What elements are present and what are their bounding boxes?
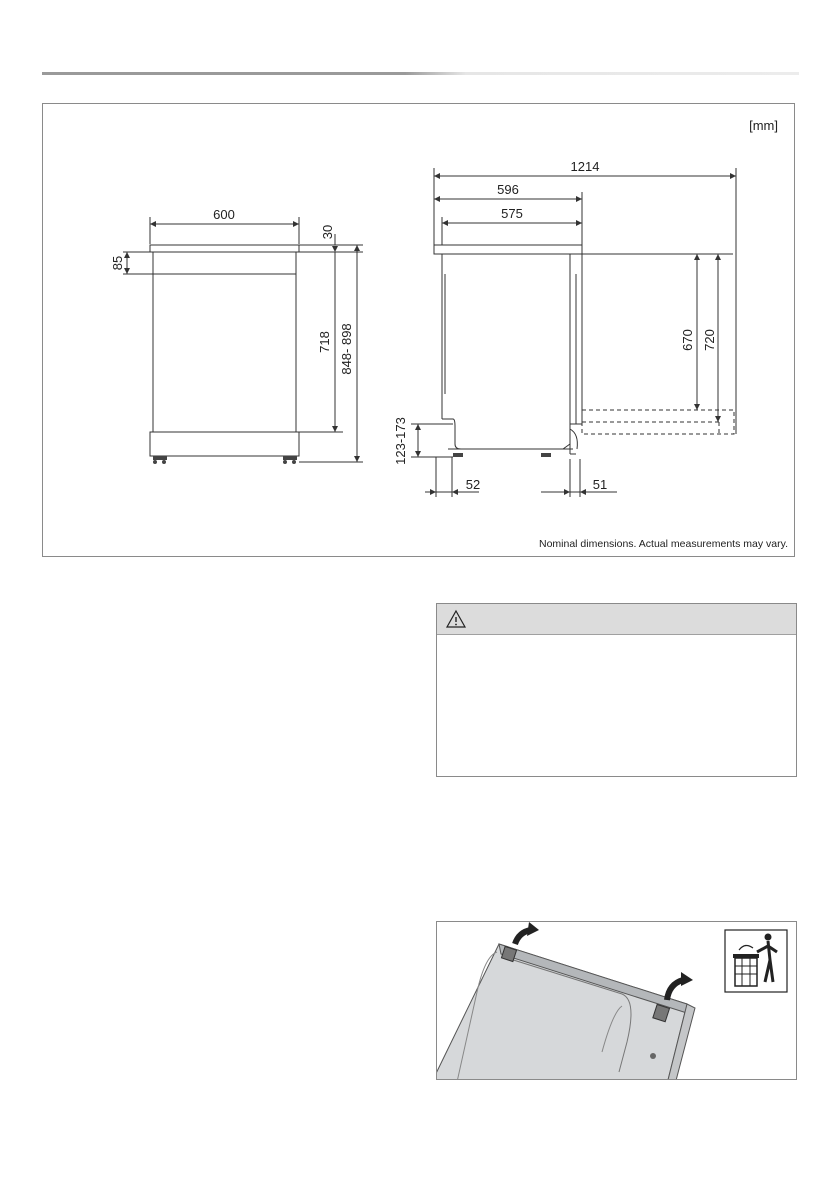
unit-label: [mm] — [749, 118, 778, 133]
header-rule — [42, 72, 799, 75]
front-feet — [153, 456, 297, 464]
lift-arrow-right — [667, 972, 693, 1000]
side-door-open — [582, 410, 734, 434]
front-control-panel — [153, 252, 296, 274]
packaging-removal-drawing — [437, 922, 797, 1080]
dim-side-depth-body: 575 — [501, 206, 523, 221]
appliance-tilted — [437, 944, 695, 1080]
side-feet — [453, 453, 551, 457]
dim-side-depth-top: 596 — [497, 182, 519, 197]
dim-side-total-depth: 1214 — [570, 159, 600, 174]
dim-side-plinth: 123-173 — [393, 417, 408, 465]
front-worktop — [150, 245, 299, 252]
dim-front-width: 600 — [213, 207, 235, 222]
dim-side-height-720: 720 — [702, 329, 717, 351]
side-worktop — [434, 245, 582, 254]
recycle-bin-icon — [725, 930, 787, 992]
nominal-dimensions-note: Nominal dimensions. Actual measurements may vary. — [539, 538, 788, 550]
dimension-drawing — [43, 104, 796, 558]
dim-front-panel-height: 85 — [110, 255, 125, 271]
dim-side-door-open-height: 670 — [680, 329, 695, 351]
warning-triangle-icon — [445, 609, 467, 629]
dim-front-top-thickness: 30 — [320, 224, 335, 240]
front-plinth — [150, 432, 299, 456]
dim-side-foot-front: 52 — [465, 477, 481, 492]
dim-front-body-height: 718 — [317, 331, 332, 353]
warning-header — [437, 604, 796, 635]
dim-front-total-height: 848- 898 — [339, 323, 354, 375]
lift-arrow-left — [515, 922, 539, 944]
dimension-diagram — [42, 103, 795, 557]
warning-box — [436, 603, 797, 777]
disposal-illustration — [436, 921, 797, 1080]
dim-side-foot-back: 51 — [592, 477, 608, 492]
